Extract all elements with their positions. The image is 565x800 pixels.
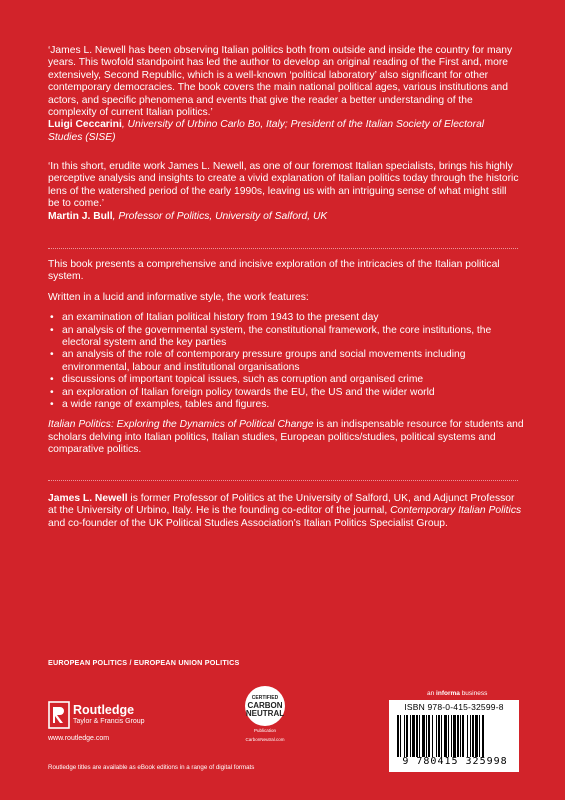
bullet-icon: • [50, 374, 54, 386]
author-name: James L. Newell [48, 493, 128, 504]
barcode-stripe [436, 715, 437, 757]
ebook-note: Routledge titles are available as eBook editions in a range of digital formats [48, 764, 255, 771]
list-item: • an examination of Italian political history from 1943 to the present day [50, 312, 379, 324]
barcode-stripe [475, 715, 478, 757]
endorser-affiliation: , Professor of Politics, University of Salford, UK [112, 210, 328, 222]
list-item: • an exploration of Italian foreign policy towards the EU, the US and the wider world [50, 386, 435, 398]
book-description [48, 259, 524, 465]
bullet-icon: • [50, 324, 54, 336]
features-list [48, 312, 524, 411]
list-item: • an analysis of the role of contemporary pressure groups and social movements including environmental, labour and institutional organisations [50, 349, 466, 373]
barcode-stripe [462, 715, 464, 757]
barcode-stripe [467, 715, 468, 757]
barcode-stripe [438, 715, 440, 757]
bullet-icon: • [50, 386, 54, 398]
quote-attribution [48, 119, 520, 144]
divider [48, 480, 518, 481]
barcode-stripe [444, 715, 447, 757]
barcode-stripe [400, 715, 401, 757]
barcode-stripe [406, 715, 408, 757]
barcode-stripe [428, 715, 430, 757]
barcode-stripe [422, 715, 425, 757]
publisher-website: www.routledge.com [48, 735, 110, 742]
endorser-name: Martin J. Bull [48, 210, 113, 222]
quote-text: ‘James L. Newell has been observing Italian politics both from outside and inside the country for many years. This twofold standpoint has led the author to develop an original reading of the First and, more extensively, Second Republic, which is a well-known ‘political laboratory’ also significant for other contemporary democracies. The book covers the main national political ages, various institutions and actors, and specific phenomena and events that give the reader a better understanding of the complexity of current Italian politics.’ [48, 45, 513, 119]
barcode-stripe [448, 715, 449, 757]
list-item: • discussions of important topical issues, such as corruption and organised crime [50, 374, 424, 386]
quote-attribution [48, 211, 520, 223]
barcode-stripe [460, 715, 461, 757]
barcode-stripe [470, 715, 471, 757]
list-item: • an analysis of the governmental system, the constitutional framework, the core institutions, the electoral system and the key parties [50, 324, 492, 349]
barcode-stripe [412, 715, 415, 757]
publisher-group: Taylor & Francis Group [73, 718, 145, 725]
bullet-icon: • [50, 349, 54, 361]
barcode-stripe [482, 715, 484, 757]
description-closing: Italian Politics: Exploring the Dynamics of Political Change is an indispensable resource for students and scholars delving into Italian politics, Italian studies, European politics/studies, political systems and comparative politics. [48, 419, 524, 456]
endorsement-quote-2 [48, 161, 520, 223]
author-bio: James L. Newell is former Professor of Politics at the University of Salford, UK, and Adjunct Professor at the University of Urbino, Italy. He is the founding co-editor of the journal, Contemporary Italian Politics and co-founder of the UK Political Studies Association’s Italian Politics Specialist Group. [48, 493, 522, 529]
bullet-icon: • [50, 312, 54, 324]
barcode-bars [395, 715, 513, 757]
barcode-stripe [432, 715, 433, 757]
isbn-barcode [389, 700, 519, 772]
features-lead: Written in a lucid and informative style, the work features: [48, 291, 309, 303]
publisher-name: Routledge [73, 703, 135, 717]
endorsement-quote-1 [48, 45, 520, 144]
barcode-stripe [441, 715, 442, 757]
barcode-stripe [419, 715, 420, 757]
endorser-affiliation: , University of Urbino Carlo Bo, Italy; President of the Italian Society of Electoral Studies (SISE) [48, 119, 485, 143]
barcode-stripe [453, 715, 456, 757]
barcode-stripe [397, 715, 399, 757]
description-intro: This book presents a comprehensive and incisive exploration of the intricacies of the Italian political system. [48, 259, 500, 283]
barcode-digits: 9 780415 325998 [402, 756, 508, 767]
carbon-neutral-badge: CERTIFIED CARBON NEUTRAL Publication CarbonNeutral.com [238, 686, 294, 746]
barcode-stripe [410, 715, 411, 757]
endorser-name: Luigi Ceccarini [48, 119, 122, 131]
isbn-label: ISBN 978-0-415-32599-8 [404, 702, 504, 712]
routledge-logo [48, 701, 168, 735]
barcode-stripe [426, 715, 427, 757]
barcode-stripe [416, 715, 418, 757]
journal-title: Contemporary Italian Politics [390, 505, 522, 517]
list-item: • a wide range of examples, tables and figures. [50, 399, 270, 411]
bullet-icon: • [50, 399, 54, 411]
quote-text: ‘In this short, erudite work James L. Newell, as one of our foremost Italian specialists, brings his highly perceptive analysis and insights to create a vivid explanation of Italian politics today through the historic lens of the watershed period of the early 1990s, leaving us with an intriguing sense of what might still be to come.’ [48, 161, 519, 210]
divider [48, 248, 518, 249]
barcode-stripe [472, 715, 474, 757]
barcode-stripe [404, 715, 405, 757]
barcode-stripe [479, 715, 480, 757]
barcode-stripe [457, 715, 459, 757]
informa-tagline: an informa business [427, 690, 488, 697]
subject-category: EUROPEAN POLITICS / EUROPEAN UNION POLITICS [48, 658, 240, 667]
barcode-stripe [451, 715, 452, 757]
book-title: Italian Politics: Exploring the Dynamics of Political Change [48, 419, 314, 431]
routledge-r-icon [48, 701, 70, 729]
